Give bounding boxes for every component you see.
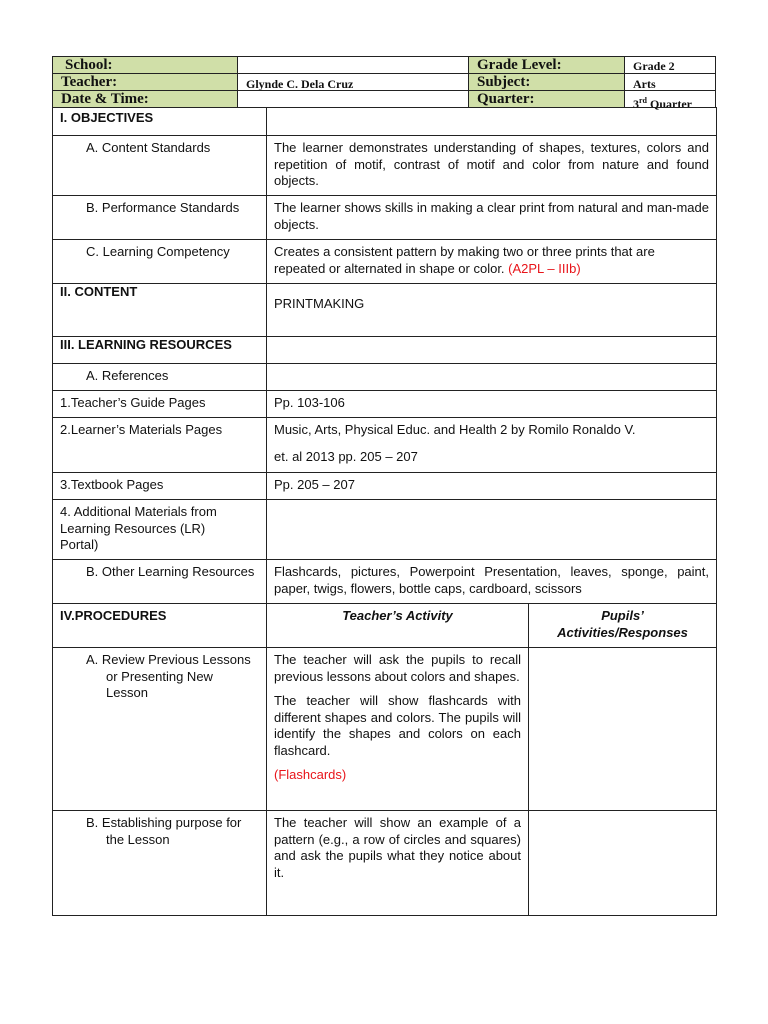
lm-value-line1: Music, Arts, Physical Educ. and Health 2 by Romilo Ronaldo V. [274,422,636,437]
references-label: A. References [52,363,267,391]
objectives-heading: I. OBJECTIVES [52,107,267,136]
teacher-activity-header: Teacher’s Activity [266,603,529,648]
learning-competency-text [266,239,717,284]
quarter-value [624,90,716,111]
objectives-empty [266,107,717,136]
procedure-pupils-purpose [528,810,717,916]
quarter-number: 3 [633,97,639,111]
review-paragraph-2: The teacher will show flashcards with different shapes and colors. The pupils will identify the shapes and colors on each flashcard. [274,693,521,758]
other-resources-value: Flashcards, pictures, Powerpoint Presentation, leaves, sponge, paint, paper, twigs, flowers, bottle caps, cardboard, scissors [266,559,717,604]
subject-label: Subject: [468,73,625,91]
review-paragraph-1: The teacher will ask the pupils to recall previous lessons about colors and shapes. [274,652,521,684]
other-resources-label: B. Other Learning Resources [52,559,267,604]
quarter-suffix: rd [639,96,647,105]
procedure-teacher-review [266,647,529,811]
content-standards-label: A. Content Standards [52,135,267,196]
quarter-label: Quarter: [468,90,625,108]
tg-pages-label: 1.Teacher’s Guide Pages [52,390,267,418]
content-standards-text: The learner demonstrates understanding of shapes, textures, colors and repetition of motif, contrast of motif and color from nature and found objects. [266,135,717,196]
content-heading: II. CONTENT [52,283,267,337]
references-empty [266,363,717,391]
performance-standards-text: The learner shows skills in making a clear print from natural and man-made objects. [266,195,717,240]
competency-text: Creates a consistent pattern by making two or three prints that are repeated or alternated in shape or color. [274,244,655,276]
procedure-label-review: A. Review Previous Lessons or Presenting New Lesson [52,647,267,811]
additional-materials-value [266,499,717,560]
grade-value: Grade 2 [624,56,716,74]
quarter-word: Quarter [647,97,692,111]
procedure-teacher-purpose: The teacher will show an example of a pattern (e.g., a row of circles and squares) and ask the pupils what they notice about it. [266,810,529,916]
lm-pages-value [266,417,717,473]
additional-materials-label: 4. Additional Materials from Learning Resources (LR) Portal) [52,499,267,560]
content-text: PRINTMAKING [266,283,717,337]
procedures-heading: IV.PROCEDURES [52,603,267,648]
procedure-pupils-review [528,647,717,811]
teacher-value: Glynde C. Dela Cruz [237,73,469,91]
textbook-pages-value: Pp. 205 – 207 [266,472,717,500]
resources-heading: III. LEARNING RESOURCES [52,336,267,364]
date-label: Date & Time: [52,90,238,108]
lm-pages-label: 2.Learner’s Materials Pages [52,417,267,473]
competency-code: (A2PL – IIIb) [508,260,581,276]
teacher-label: Teacher: [52,73,238,91]
grade-label: Grade Level: [468,56,625,74]
performance-standards-label: B. Performance Standards [52,195,267,240]
resources-empty [266,336,717,364]
tg-pages-value: Pp. 103-106 [266,390,717,418]
textbook-pages-label: 3.Textbook Pages [52,472,267,500]
subject-value: Arts [624,73,716,91]
school-value [237,56,469,74]
pupils-activity-header: Pupils’ Activities/Responses [528,603,717,648]
review-note: (Flashcards) [274,767,347,782]
learning-competency-label: C. Learning Competency [52,239,267,284]
procedure-label-purpose: B. Establishing purpose for the Lesson [52,810,267,916]
date-value [237,90,469,108]
school-label: School: [52,56,238,74]
lm-value-line2: et. al 2013 pp. 205 – 207 [274,448,418,464]
